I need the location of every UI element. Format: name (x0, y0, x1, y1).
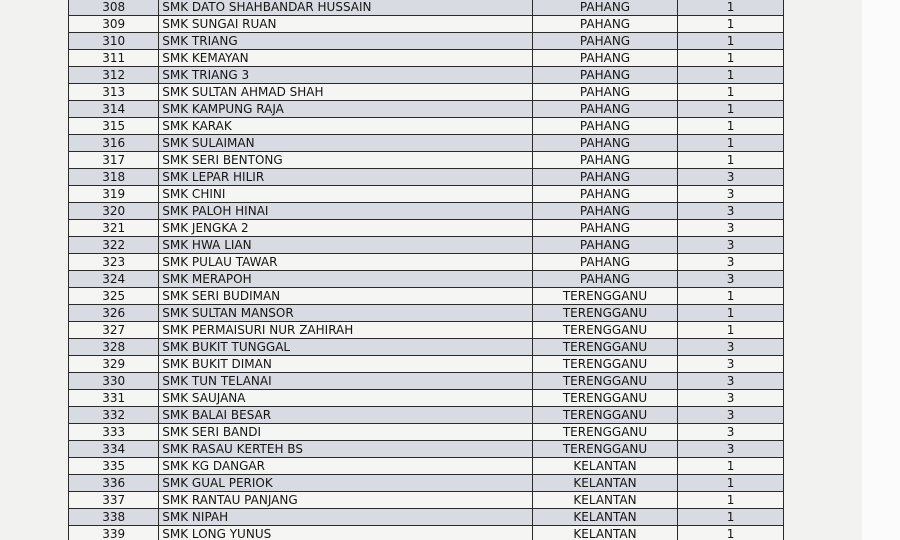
school-name-cell: SMK SULTAN AHMAD SHAH (159, 84, 533, 101)
quantity-cell: 1 (678, 67, 784, 84)
school-name-cell: SMK PULAU TAWAR (159, 254, 533, 271)
quantity-cell: 1 (678, 458, 784, 475)
state-cell: PAHANG (532, 169, 677, 186)
state-cell: PAHANG (532, 186, 677, 203)
row-number-cell: 335 (69, 458, 159, 475)
school-name-cell: SMK PERMAISURI NUR ZAHIRAH (159, 322, 533, 339)
table-row (69, 458, 784, 475)
school-name-cell: SMK TUN TELANAI (159, 373, 533, 390)
school-name-cell: SMK DATO SHAHBANDAR HUSSAIN (159, 0, 533, 16)
school-name-cell: SMK SULAIMAN (159, 135, 533, 152)
quantity-cell: 1 (678, 33, 784, 50)
table-row (69, 16, 784, 33)
state-cell: TERENGGANU (532, 356, 677, 373)
page-edge (862, 0, 900, 540)
quantity-cell: 1 (678, 16, 784, 33)
row-number-cell: 322 (69, 237, 159, 254)
school-name-cell: SMK CHINI (159, 186, 533, 203)
row-number-cell: 325 (69, 288, 159, 305)
school-name-cell: SMK BALAI BESAR (159, 407, 533, 424)
row-number-cell: 310 (69, 33, 159, 50)
table-row (69, 152, 784, 169)
quantity-cell: 3 (678, 339, 784, 356)
table-row (69, 526, 784, 540)
row-number-cell: 318 (69, 169, 159, 186)
school-name-cell: SMK KG DANGAR (159, 458, 533, 475)
quantity-cell: 3 (678, 271, 784, 288)
school-name-cell: SMK KAMPUNG RAJA (159, 101, 533, 118)
row-number-cell: 334 (69, 441, 159, 458)
quantity-cell: 3 (678, 186, 784, 203)
school-name-cell: SMK SAUJANA (159, 390, 533, 407)
row-number-cell: 339 (69, 526, 159, 540)
quantity-cell: 1 (678, 526, 784, 540)
table-row (69, 220, 784, 237)
table-row (69, 169, 784, 186)
school-name-cell: SMK TRIANG 3 (159, 67, 533, 84)
row-number-cell: 320 (69, 203, 159, 220)
table-row (69, 254, 784, 271)
table-row (69, 305, 784, 322)
table-row (69, 390, 784, 407)
state-cell: KELANTAN (532, 509, 677, 526)
row-number-cell: 319 (69, 186, 159, 203)
state-cell: TERENGGANU (532, 373, 677, 390)
row-number-cell: 321 (69, 220, 159, 237)
state-cell: TERENGGANU (532, 305, 677, 322)
school-name-cell: SMK GUAL PERIOK (159, 475, 533, 492)
state-cell: PAHANG (532, 271, 677, 288)
row-number-cell: 329 (69, 356, 159, 373)
state-cell: PAHANG (532, 237, 677, 254)
school-name-cell: SMK RANTAU PANJANG (159, 492, 533, 509)
school-name-cell: SMK SERI BUDIMAN (159, 288, 533, 305)
school-name-cell: SMK RASAU KERTEH BS (159, 441, 533, 458)
quantity-cell: 3 (678, 373, 784, 390)
school-name-cell: SMK SERI BANDI (159, 424, 533, 441)
table-row (69, 271, 784, 288)
quantity-cell: 3 (678, 407, 784, 424)
state-cell: PAHANG (532, 67, 677, 84)
table-row (69, 407, 784, 424)
table-row (69, 424, 784, 441)
state-cell: PAHANG (532, 203, 677, 220)
row-number-cell: 332 (69, 407, 159, 424)
table-row (69, 356, 784, 373)
school-name-cell: SMK SUNGAI RUAN (159, 16, 533, 33)
state-cell: TERENGGANU (532, 407, 677, 424)
school-name-cell: SMK SERI BENTONG (159, 152, 533, 169)
quantity-cell: 1 (678, 475, 784, 492)
table-row (69, 0, 784, 16)
quantity-cell: 3 (678, 169, 784, 186)
table-row (69, 186, 784, 203)
row-number-cell: 328 (69, 339, 159, 356)
row-number-cell: 331 (69, 390, 159, 407)
row-number-cell: 316 (69, 135, 159, 152)
quantity-cell: 1 (678, 118, 784, 135)
state-cell: KELANTAN (532, 526, 677, 540)
quantity-cell: 1 (678, 135, 784, 152)
table-body (69, 0, 784, 540)
school-name-cell: SMK SULTAN MANSOR (159, 305, 533, 322)
table-row (69, 203, 784, 220)
quantity-cell: 1 (678, 152, 784, 169)
row-number-cell: 308 (69, 0, 159, 16)
state-cell: PAHANG (532, 33, 677, 50)
state-cell: PAHANG (532, 101, 677, 118)
state-cell: TERENGGANU (532, 339, 677, 356)
state-cell: TERENGGANU (532, 322, 677, 339)
row-number-cell: 323 (69, 254, 159, 271)
state-cell: PAHANG (532, 84, 677, 101)
school-name-cell: SMK MERAPOH (159, 271, 533, 288)
state-cell: TERENGGANU (532, 288, 677, 305)
quantity-cell: 1 (678, 305, 784, 322)
school-name-cell: SMK HWA LIAN (159, 237, 533, 254)
row-number-cell: 317 (69, 152, 159, 169)
row-number-cell: 324 (69, 271, 159, 288)
table-row (69, 475, 784, 492)
row-number-cell: 313 (69, 84, 159, 101)
quantity-cell: 3 (678, 237, 784, 254)
table-row (69, 118, 784, 135)
quantity-cell: 3 (678, 424, 784, 441)
row-number-cell: 314 (69, 101, 159, 118)
quantity-cell: 1 (678, 50, 784, 67)
school-name-cell: SMK TRIANG (159, 33, 533, 50)
table-row (69, 84, 784, 101)
state-cell: PAHANG (532, 0, 677, 16)
school-name-cell: SMK LONG YUNUS (159, 526, 533, 540)
state-cell: PAHANG (532, 152, 677, 169)
state-cell: KELANTAN (532, 475, 677, 492)
state-cell: KELANTAN (532, 458, 677, 475)
quantity-cell: 1 (678, 84, 784, 101)
quantity-cell: 1 (678, 0, 784, 16)
state-cell: PAHANG (532, 118, 677, 135)
state-cell: TERENGGANU (532, 390, 677, 407)
school-name-cell: SMK BUKIT TUNGGAL (159, 339, 533, 356)
school-name-cell: SMK NIPAH (159, 509, 533, 526)
quantity-cell: 1 (678, 288, 784, 305)
row-number-cell: 336 (69, 475, 159, 492)
table-row (69, 288, 784, 305)
table-row (69, 441, 784, 458)
row-number-cell: 315 (69, 118, 159, 135)
table-row (69, 237, 784, 254)
table-row (69, 50, 784, 67)
state-cell: TERENGGANU (532, 441, 677, 458)
quantity-cell: 1 (678, 509, 784, 526)
quantity-cell: 1 (678, 322, 784, 339)
row-number-cell: 312 (69, 67, 159, 84)
quantity-cell: 3 (678, 356, 784, 373)
table-row (69, 509, 784, 526)
state-cell: PAHANG (532, 135, 677, 152)
table-row (69, 135, 784, 152)
quantity-cell: 3 (678, 254, 784, 271)
row-number-cell: 338 (69, 509, 159, 526)
state-cell: PAHANG (532, 16, 677, 33)
row-number-cell: 309 (69, 16, 159, 33)
state-cell: PAHANG (532, 220, 677, 237)
table-row (69, 339, 784, 356)
school-name-cell: SMK LEPAR HILIR (159, 169, 533, 186)
school-name-cell: SMK PALOH HINAI (159, 203, 533, 220)
table-row (69, 373, 784, 390)
row-number-cell: 337 (69, 492, 159, 509)
table-row (69, 33, 784, 50)
table-row (69, 101, 784, 118)
quantity-cell: 1 (678, 101, 784, 118)
state-cell: KELANTAN (532, 492, 677, 509)
quantity-cell: 3 (678, 203, 784, 220)
table-row (69, 67, 784, 84)
school-name-cell: SMK KARAK (159, 118, 533, 135)
row-number-cell: 327 (69, 322, 159, 339)
table-row (69, 322, 784, 339)
school-name-cell: SMK JENGKA 2 (159, 220, 533, 237)
row-number-cell: 330 (69, 373, 159, 390)
quantity-cell: 3 (678, 441, 784, 458)
quantity-cell: 3 (678, 220, 784, 237)
table-row (69, 492, 784, 509)
row-number-cell: 333 (69, 424, 159, 441)
school-allocation-table (68, 0, 784, 540)
school-name-cell: SMK KEMAYAN (159, 50, 533, 67)
state-cell: PAHANG (532, 50, 677, 67)
row-number-cell: 311 (69, 50, 159, 67)
state-cell: TERENGGANU (532, 424, 677, 441)
quantity-cell: 1 (678, 492, 784, 509)
quantity-cell: 3 (678, 390, 784, 407)
state-cell: PAHANG (532, 254, 677, 271)
school-name-cell: SMK BUKIT DIMAN (159, 356, 533, 373)
row-number-cell: 326 (69, 305, 159, 322)
